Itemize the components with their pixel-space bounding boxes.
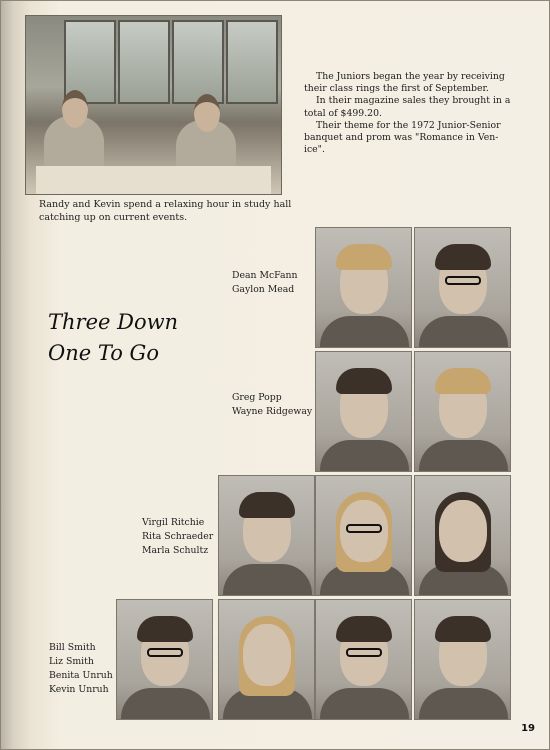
portrait-hair (137, 616, 193, 642)
name-list (142, 516, 213, 558)
window-pane (118, 20, 170, 104)
portrait (315, 599, 412, 720)
student-name: Wayne Ridgeway (232, 406, 313, 417)
portrait (315, 351, 412, 472)
student-name: Marla Schultz (142, 545, 209, 556)
student-name: Kevin Unruh (49, 684, 109, 695)
title-line: One To Go (48, 341, 159, 365)
intro-paragraph: The Juniors began the year by receiving their class rings the first of September. (304, 71, 505, 95)
portrait-hair (336, 244, 392, 270)
portrait (414, 227, 511, 348)
portrait (315, 475, 412, 596)
portrait-body (419, 316, 508, 348)
portrait-body (419, 688, 508, 720)
glasses (445, 276, 481, 285)
study-table (36, 166, 271, 194)
portrait (315, 227, 412, 348)
student-name: Dean McFann (232, 270, 298, 281)
window-pane (226, 20, 278, 104)
page-title (48, 307, 178, 369)
portrait-body (320, 688, 409, 720)
portrait-face (439, 500, 487, 562)
intro-paragraph: Their theme for the 1972 Junior-Senior banquet and prom was "Romance in Ven-ice". (304, 119, 501, 156)
portrait-body (320, 440, 409, 472)
student-name: Greg Popp (232, 392, 282, 403)
portrait (414, 599, 511, 720)
name-list (232, 391, 312, 419)
portrait-hair (435, 616, 491, 642)
portrait (414, 475, 511, 596)
portrait-hair (435, 368, 491, 394)
student-name: Benita Unruh (49, 670, 113, 681)
portrait-body (121, 688, 210, 720)
portrait-hair (435, 244, 491, 270)
name-list (49, 641, 113, 697)
portrait-hair (336, 368, 392, 394)
student-name: Liz Smith (49, 656, 94, 667)
portrait (218, 599, 315, 720)
portrait-face (243, 624, 291, 686)
portrait-hair (336, 616, 392, 642)
study-hall-photo (25, 15, 282, 195)
portrait (218, 475, 315, 596)
student-name: Virgil Ritchie (142, 517, 205, 528)
page-number: 19 (521, 723, 535, 734)
student-name: Gaylon Mead (232, 284, 295, 295)
portrait (414, 351, 511, 472)
name-list (232, 269, 298, 297)
intro-text (304, 71, 514, 156)
portrait-body (419, 440, 508, 472)
title-line: Three Down (48, 310, 179, 334)
glasses (147, 648, 183, 657)
glasses (346, 524, 382, 533)
portrait-body (223, 564, 312, 596)
portrait (116, 599, 213, 720)
photo-caption: Randy and Kevin spend a relaxing hour in study hall catching up on current events. (39, 199, 292, 223)
student-name: Rita Schraeder (142, 531, 214, 542)
intro-paragraph: In their magazine sales they brought in a total of $499.20. (304, 95, 511, 119)
window-pane (172, 20, 224, 104)
portrait-body (320, 316, 409, 348)
student-name: Bill Smith (49, 642, 96, 653)
glasses (346, 648, 382, 657)
portrait-hair (239, 492, 295, 518)
